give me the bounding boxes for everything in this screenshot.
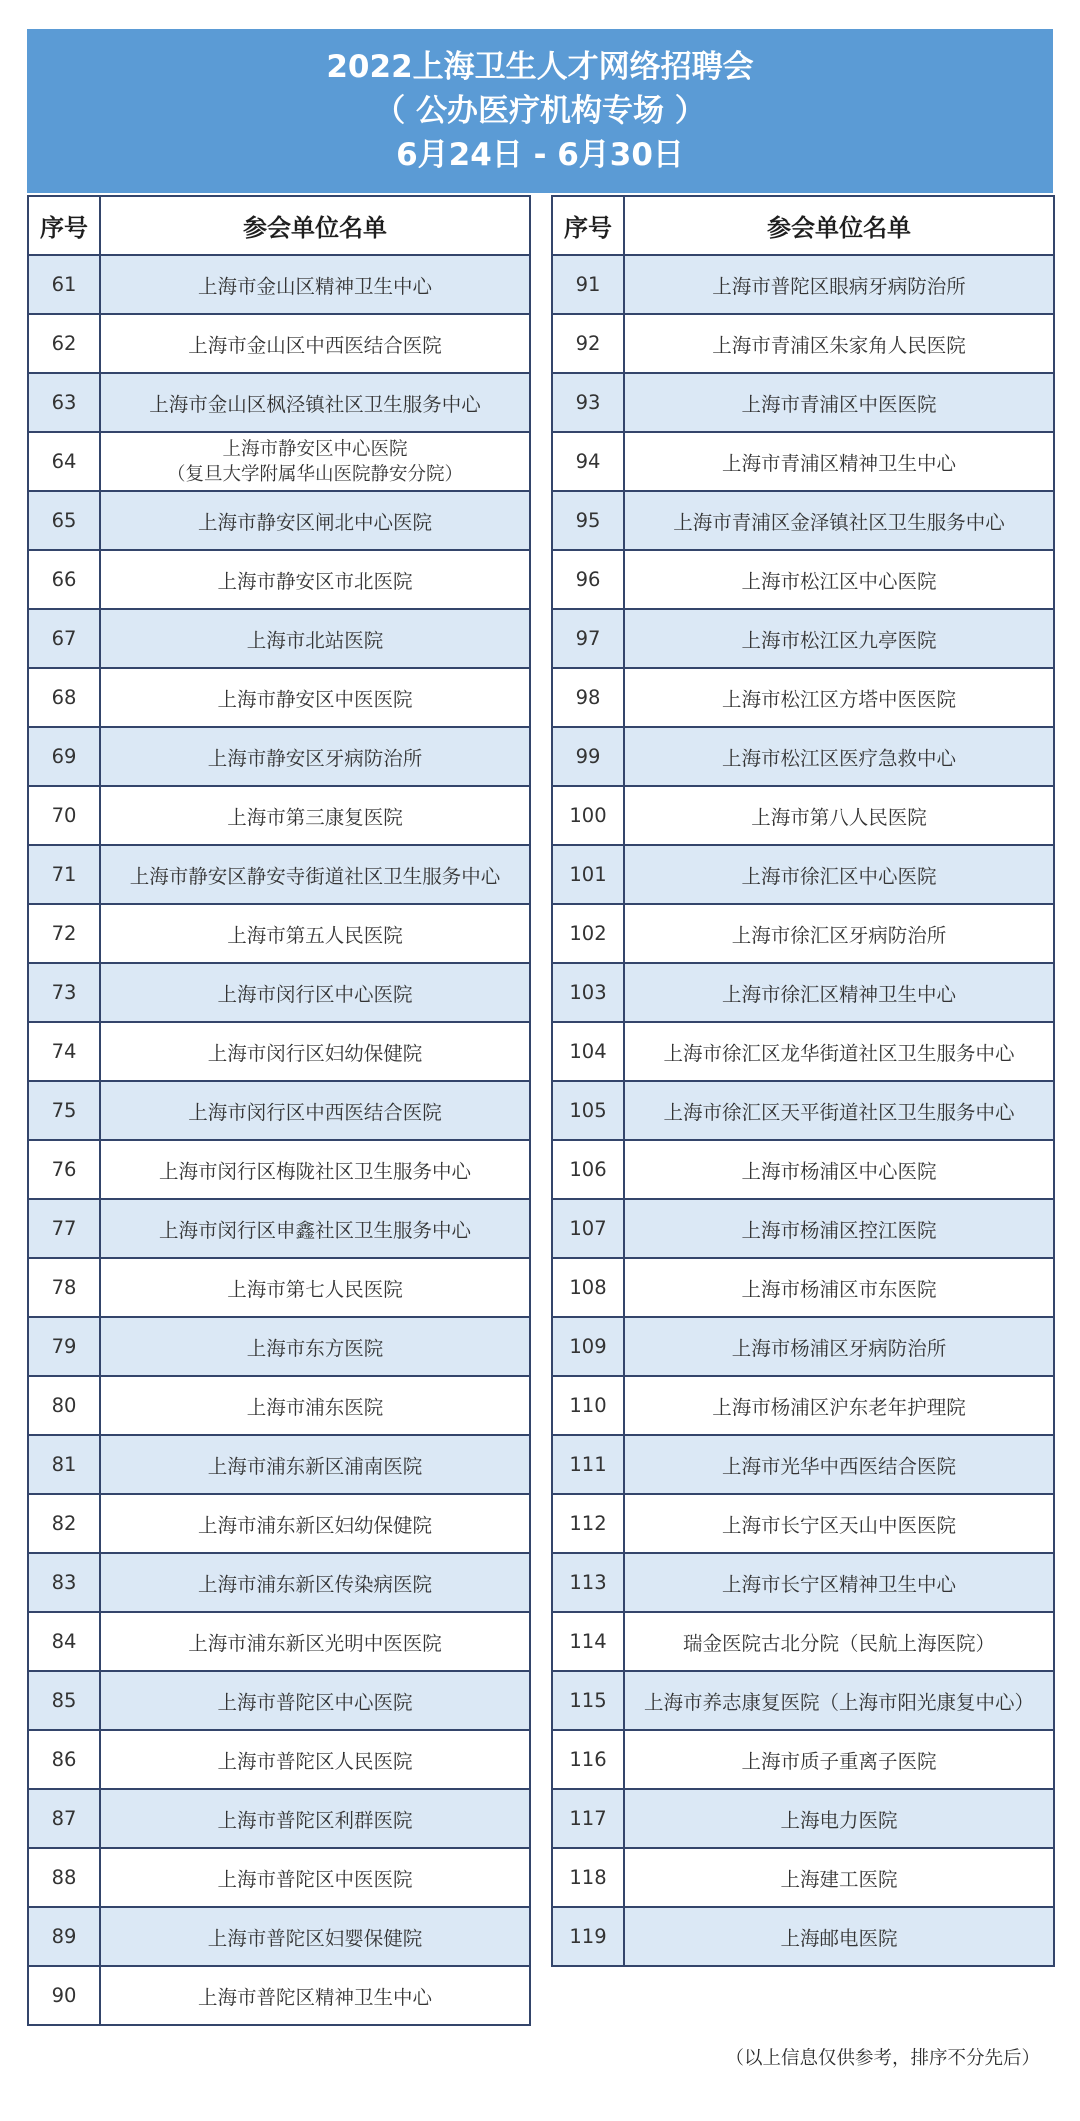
institution-name-line1: 上海市静安区中心医院: [222, 438, 408, 460]
table-row: [552, 1317, 1054, 1376]
table-row: [28, 1435, 530, 1494]
institution-name: 上海市松江区医疗急救中心: [624, 727, 1054, 786]
table-row: [28, 609, 530, 668]
table-row: [552, 1612, 1054, 1671]
table-row: [28, 786, 530, 845]
institution-name: 上海市杨浦区牙病防治所: [624, 1317, 1054, 1376]
row-number: 107: [552, 1199, 624, 1258]
column-header-no: 序号: [28, 196, 100, 255]
table-row: [552, 727, 1054, 786]
institution-name: 上海市杨浦区中心医院: [624, 1140, 1054, 1199]
page-header: [27, 29, 1053, 193]
institution-name: 上海市松江区九亭医院: [624, 609, 1054, 668]
table-row: [28, 1258, 530, 1317]
institution-name: 上海市静安区牙病防治所: [100, 727, 530, 786]
institution-name: 上海市普陀区人民医院: [100, 1730, 530, 1789]
row-number: 117: [552, 1789, 624, 1848]
institution-name: 上海市徐汇区中心医院: [624, 845, 1054, 904]
row-number: 105: [552, 1081, 624, 1140]
row-number: 100: [552, 786, 624, 845]
institution-name: 上海市静安区市北医院: [100, 550, 530, 609]
institution-name: 上海市普陀区中心医院: [100, 1671, 530, 1730]
institution-name: 上海市静安区闸北中心医院: [100, 491, 530, 550]
row-number: 95: [552, 491, 624, 550]
row-number: 99: [552, 727, 624, 786]
row-number: 74: [28, 1022, 100, 1081]
institution-name: 上海市第八人民医院: [624, 786, 1054, 845]
row-number: 62: [28, 314, 100, 373]
row-number: 96: [552, 550, 624, 609]
table-row: [552, 1671, 1054, 1730]
table-row: [552, 550, 1054, 609]
row-number: 108: [552, 1258, 624, 1317]
institution-name: 上海市质子重离子医院: [624, 1730, 1054, 1789]
institution-name: 上海市青浦区中医医院: [624, 373, 1054, 432]
table-row: [552, 1730, 1054, 1789]
table-row: [28, 1081, 530, 1140]
table-row: [552, 1494, 1054, 1553]
row-number: 116: [552, 1730, 624, 1789]
table-row: [28, 1848, 530, 1907]
institution-name: 上海市普陀区中医医院: [100, 1848, 530, 1907]
row-number: 78: [28, 1258, 100, 1317]
table-row: [28, 1671, 530, 1730]
institution-name: 上海市东方医院: [100, 1317, 530, 1376]
row-number: 72: [28, 904, 100, 963]
table-row: [28, 1789, 530, 1848]
institution-name: 上海市浦东医院: [100, 1376, 530, 1435]
table-row: [28, 1199, 530, 1258]
table-row: [28, 432, 530, 491]
table-row: [552, 1848, 1054, 1907]
row-number: 113: [552, 1553, 624, 1612]
row-number: 89: [28, 1907, 100, 1966]
header-title: 2022上海卫生人才网络招聘会: [326, 49, 754, 85]
row-number: 66: [28, 550, 100, 609]
institution-name: 上海市青浦区朱家角人民医院: [624, 314, 1054, 373]
institution-name: 上海市青浦区精神卫生中心: [624, 432, 1054, 491]
institution-name: 上海市第三康复医院: [100, 786, 530, 845]
table-row: [552, 1376, 1054, 1435]
row-number: 87: [28, 1789, 100, 1848]
table-row: [552, 845, 1054, 904]
row-number: 104: [552, 1022, 624, 1081]
institution-name: 上海建工医院: [624, 1848, 1054, 1907]
row-number: 75: [28, 1081, 100, 1140]
row-number: 106: [552, 1140, 624, 1199]
row-number: 101: [552, 845, 624, 904]
table-row: [28, 1376, 530, 1435]
row-number: 82: [28, 1494, 100, 1553]
institution-name: 上海市徐汇区牙病防治所: [624, 904, 1054, 963]
institution-name: 上海市普陀区妇婴保健院: [100, 1907, 530, 1966]
row-number: 67: [28, 609, 100, 668]
institution-name: 上海市金山区中西医结合医院: [100, 314, 530, 373]
table-row: [552, 609, 1054, 668]
row-number: 98: [552, 668, 624, 727]
row-number: 111: [552, 1435, 624, 1494]
table-row: [28, 845, 530, 904]
table-row: [28, 904, 530, 963]
row-number: 119: [552, 1907, 624, 1966]
table-row: [552, 1199, 1054, 1258]
table-row: [552, 1553, 1054, 1612]
table-row: [552, 1258, 1054, 1317]
table-row: [552, 668, 1054, 727]
row-number: 79: [28, 1317, 100, 1376]
row-number: 85: [28, 1671, 100, 1730]
institution-name-line2: （复旦大学附属华山医院静安分院）: [166, 463, 463, 485]
institution-name: 瑞金医院古北分院（民航上海医院）: [624, 1612, 1054, 1671]
row-number: 112: [552, 1494, 624, 1553]
institution-name: 上海市静安区中医医院: [100, 668, 530, 727]
row-number: 84: [28, 1612, 100, 1671]
table-row: [28, 1140, 530, 1199]
row-number: 92: [552, 314, 624, 373]
table-row: [28, 963, 530, 1022]
row-number: 81: [28, 1435, 100, 1494]
institution-name: 上海市光华中西医结合医院: [624, 1435, 1054, 1494]
institution-name: 上海市杨浦区控江医院: [624, 1199, 1054, 1258]
row-number: 115: [552, 1671, 624, 1730]
row-number: 77: [28, 1199, 100, 1258]
row-number: 94: [552, 432, 624, 491]
institution-name: 上海市长宁区天山中医医院: [624, 1494, 1054, 1553]
institution-name: 上海市杨浦区市东医院: [624, 1258, 1054, 1317]
row-number: 83: [28, 1553, 100, 1612]
table-row: [28, 1317, 530, 1376]
row-number: 109: [552, 1317, 624, 1376]
table-row: [552, 963, 1054, 1022]
table-row: [28, 1553, 530, 1612]
institution-name: 上海市浦东新区传染病医院: [100, 1553, 530, 1612]
institution-name: 上海市浦东新区光明中医医院: [100, 1612, 530, 1671]
institution-name: [100, 432, 530, 491]
institution-name: 上海市金山区枫泾镇社区卫生服务中心: [100, 373, 530, 432]
table-row: [28, 1730, 530, 1789]
table-row: [552, 373, 1054, 432]
participants-table-right: [551, 195, 1055, 1967]
table-row: [28, 373, 530, 432]
table-row: [552, 1435, 1054, 1494]
institution-name: 上海市徐汇区龙华街道社区卫生服务中心: [624, 1022, 1054, 1081]
row-number: 103: [552, 963, 624, 1022]
institution-name: 上海市闵行区申鑫社区卫生服务中心: [100, 1199, 530, 1258]
row-number: 110: [552, 1376, 624, 1435]
header-dates: 6月24日 - 6月30日: [396, 137, 684, 173]
institution-name: 上海市金山区精神卫生中心: [100, 255, 530, 314]
row-number: 69: [28, 727, 100, 786]
row-number: 90: [28, 1966, 100, 2025]
institution-name: 上海市闵行区梅陇社区卫生服务中心: [100, 1140, 530, 1199]
row-number: 65: [28, 491, 100, 550]
institution-name: 上海市第七人民医院: [100, 1258, 530, 1317]
institution-name: 上海市闵行区中心医院: [100, 963, 530, 1022]
table-row: [552, 314, 1054, 373]
table-row: [28, 491, 530, 550]
institution-name: 上海市浦东新区妇幼保健院: [100, 1494, 530, 1553]
table-row: [552, 786, 1054, 845]
table-row: [28, 1612, 530, 1671]
institution-name: 上海市普陀区眼病牙病防治所: [624, 255, 1054, 314]
institution-name: 上海市第五人民医院: [100, 904, 530, 963]
table-row: [28, 1907, 530, 1966]
row-number: 70: [28, 786, 100, 845]
row-number: 97: [552, 609, 624, 668]
institution-name: 上海市徐汇区精神卫生中心: [624, 963, 1054, 1022]
row-number: 114: [552, 1612, 624, 1671]
header-subtitle: （ 公办医疗机构专场 ）: [374, 93, 706, 129]
institution-name: 上海市长宁区精神卫生中心: [624, 1553, 1054, 1612]
institution-name: 上海市青浦区金泽镇社区卫生服务中心: [624, 491, 1054, 550]
row-number: 80: [28, 1376, 100, 1435]
institution-name: 上海市北站医院: [100, 609, 530, 668]
column-header-no: 序号: [552, 196, 624, 255]
row-number: 93: [552, 373, 624, 432]
row-number: 68: [28, 668, 100, 727]
table-row: [552, 904, 1054, 963]
column-header-name: 参会单位名单: [100, 196, 530, 255]
table-row: [28, 1022, 530, 1081]
table-row: [552, 491, 1054, 550]
table-row: [552, 1081, 1054, 1140]
table-row: [28, 1494, 530, 1553]
table-row: [28, 255, 530, 314]
institution-name: 上海市普陀区精神卫生中心: [100, 1966, 530, 2025]
row-number: 63: [28, 373, 100, 432]
table-row: [552, 1789, 1054, 1848]
table-row: [28, 550, 530, 609]
row-number: 88: [28, 1848, 100, 1907]
table-row: [552, 1140, 1054, 1199]
table-row: [552, 1907, 1054, 1966]
institution-name: 上海市徐汇区天平街道社区卫生服务中心: [624, 1081, 1054, 1140]
table-row: [552, 432, 1054, 491]
column-header-name: 参会单位名单: [624, 196, 1054, 255]
table-row: [552, 1022, 1054, 1081]
row-number: 61: [28, 255, 100, 314]
table-row: [552, 255, 1054, 314]
row-number: 118: [552, 1848, 624, 1907]
table-row: [28, 314, 530, 373]
institution-name: 上海市养志康复医院（上海市阳光康复中心）: [624, 1671, 1054, 1730]
institution-name: 上海电力医院: [624, 1789, 1054, 1848]
institution-name: 上海市杨浦区沪东老年护理院: [624, 1376, 1054, 1435]
institution-name: 上海市普陀区利群医院: [100, 1789, 530, 1848]
table-row: [28, 1966, 530, 2025]
institution-name: 上海市松江区方塔中医医院: [624, 668, 1054, 727]
table-row: [28, 668, 530, 727]
row-number: 76: [28, 1140, 100, 1199]
institution-name: 上海邮电医院: [624, 1907, 1054, 1966]
participants-table-left: [27, 195, 531, 2026]
institution-name: 上海市松江区中心医院: [624, 550, 1054, 609]
row-number: 73: [28, 963, 100, 1022]
footnote: （以上信息仅供参考，排序不分先后）: [725, 2048, 1040, 2069]
institution-name: 上海市闵行区中西医结合医院: [100, 1081, 530, 1140]
row-number: 71: [28, 845, 100, 904]
institution-name: 上海市静安区静安寺街道社区卫生服务中心: [100, 845, 530, 904]
institution-name: 上海市浦东新区浦南医院: [100, 1435, 530, 1494]
row-number: 64: [28, 432, 100, 491]
institution-name: 上海市闵行区妇幼保健院: [100, 1022, 530, 1081]
row-number: 91: [552, 255, 624, 314]
row-number: 86: [28, 1730, 100, 1789]
row-number: 102: [552, 904, 624, 963]
table-row: [28, 727, 530, 786]
